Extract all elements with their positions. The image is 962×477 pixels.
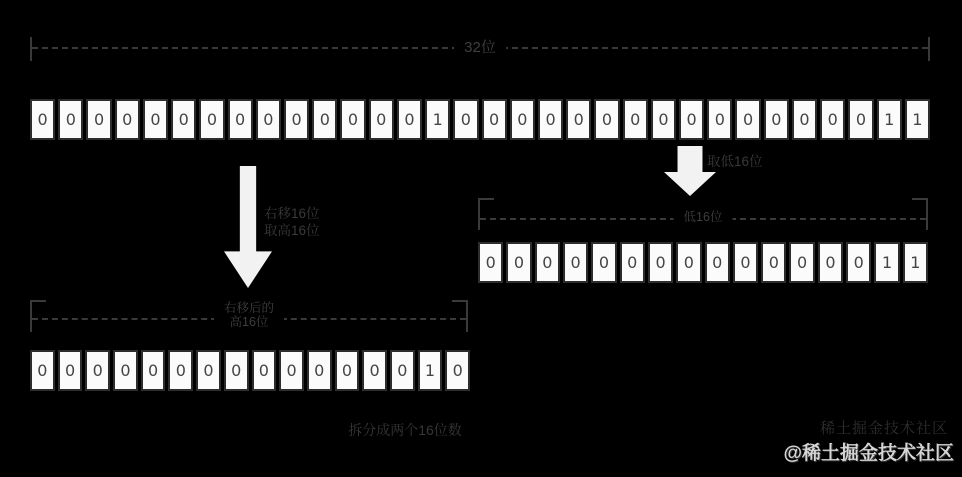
high-bits-label-line1: 右移后的 xyxy=(223,301,275,315)
bit-cell: 0 xyxy=(789,242,814,283)
bit-cell: 0 xyxy=(848,99,873,140)
bit-cell: 0 xyxy=(679,99,704,140)
bit-cell: 0 xyxy=(453,99,478,140)
bit-cell: 0 xyxy=(761,242,786,283)
bit-cell: 0 xyxy=(143,99,168,140)
bit-cell: 0 xyxy=(676,242,701,283)
bit-cell: 0 xyxy=(224,350,249,391)
bit-cell: 0 xyxy=(340,99,365,140)
bit-cell: 0 xyxy=(648,242,673,283)
bit-cell: 0 xyxy=(58,99,83,140)
bit-cell: 0 xyxy=(58,350,83,391)
low-bits-label: 低16位 xyxy=(674,210,733,224)
left-arrow-label xyxy=(264,206,320,240)
bracket-right-tick xyxy=(926,198,928,230)
bit-cell: 0 xyxy=(228,99,253,140)
watermark-text: @稀土掘金技术社区 xyxy=(783,443,954,464)
bit-cell: 1 xyxy=(418,350,443,391)
bracket-right-tick xyxy=(928,37,930,61)
bit-cell: 0 xyxy=(113,350,138,391)
bit-cell: 0 xyxy=(30,350,55,391)
bit-cell: 0 xyxy=(362,350,387,391)
top-dimension-bracket xyxy=(30,37,930,61)
bracket-left-tick xyxy=(478,198,480,230)
bit-cell: 0 xyxy=(651,99,676,140)
bracket-right-stub xyxy=(452,300,468,302)
bracket-left-stub xyxy=(30,300,46,302)
low-bits-bracket xyxy=(478,198,928,230)
bit-cell: 0 xyxy=(733,242,758,283)
bit-cell: 0 xyxy=(284,99,309,140)
bit-cell: 0 xyxy=(563,242,588,283)
top-bracket-label: 32位 xyxy=(454,39,506,56)
bit-cell: 0 xyxy=(252,350,277,391)
bit-cell: 0 xyxy=(707,99,732,140)
bracket-left-tick xyxy=(30,37,32,61)
bit-cell: 1 xyxy=(877,99,902,140)
bit-cell: 0 xyxy=(141,350,166,391)
bit-cell: 0 xyxy=(818,242,843,283)
bit-row-32 xyxy=(30,99,930,140)
left-arrow-label-line2: 取高16位 xyxy=(264,222,320,238)
high-bits-label xyxy=(214,301,284,330)
watermark-shadow-text: 稀土掘金技术社区 xyxy=(819,420,948,437)
high-bits-bracket xyxy=(30,300,468,332)
bit-cell: 0 xyxy=(566,99,591,140)
bit-cell: 0 xyxy=(591,242,616,283)
bit-cell: 1 xyxy=(874,242,899,283)
bit-cell: 0 xyxy=(115,99,140,140)
right-arrow-label: 取低16位 xyxy=(707,154,763,169)
bit-cell: 0 xyxy=(620,242,645,283)
bit-cell: 0 xyxy=(846,242,871,283)
bit-cell: 0 xyxy=(30,99,55,140)
bit-cell: 0 xyxy=(312,99,337,140)
bit-cell: 0 xyxy=(506,242,531,283)
bit-row-high-16 xyxy=(30,350,470,391)
diagram-caption: 拆分成两个16位数 xyxy=(348,422,462,438)
bracket-right-tick xyxy=(466,300,468,332)
bit-cell: 0 xyxy=(764,99,789,140)
bit-cell: 0 xyxy=(196,350,221,391)
bit-cell: 0 xyxy=(482,99,507,140)
bit-cell: 0 xyxy=(85,350,110,391)
bit-cell: 0 xyxy=(735,99,760,140)
bit-cell: 1 xyxy=(903,242,928,283)
bit-cell: 0 xyxy=(445,350,470,391)
bit-cell: 0 xyxy=(397,99,422,140)
bracket-right-stub xyxy=(912,198,928,200)
bit-cell: 0 xyxy=(279,350,304,391)
bit-cell: 0 xyxy=(369,99,394,140)
bit-cell: 0 xyxy=(478,242,503,283)
bit-cell: 1 xyxy=(425,99,450,140)
bit-cell: 0 xyxy=(171,99,196,140)
bit-cell: 0 xyxy=(307,350,332,391)
bracket-left-tick xyxy=(30,300,32,332)
bit-cell: 0 xyxy=(335,350,360,391)
bit-cell: 0 xyxy=(538,99,563,140)
bit-cell: 0 xyxy=(820,99,845,140)
bit-cell: 0 xyxy=(256,99,281,140)
bit-cell: 0 xyxy=(510,99,535,140)
high-bits-label-line2: 高16位 xyxy=(229,315,269,330)
bit-cell: 1 xyxy=(905,99,930,140)
bit-cell: 0 xyxy=(86,99,111,140)
bit-cell: 0 xyxy=(168,350,193,391)
bit-cell: 0 xyxy=(623,99,648,140)
bit-cell: 0 xyxy=(705,242,730,283)
bit-cell: 0 xyxy=(199,99,224,140)
bit-cell: 0 xyxy=(792,99,817,140)
left-arrow-label-line1: 右移16位 xyxy=(264,206,320,221)
bit-cell: 0 xyxy=(594,99,619,140)
bracket-left-stub xyxy=(478,198,494,200)
bit-row-low-16 xyxy=(478,242,928,283)
bit-cell: 0 xyxy=(390,350,415,391)
bit-cell: 0 xyxy=(535,242,560,283)
